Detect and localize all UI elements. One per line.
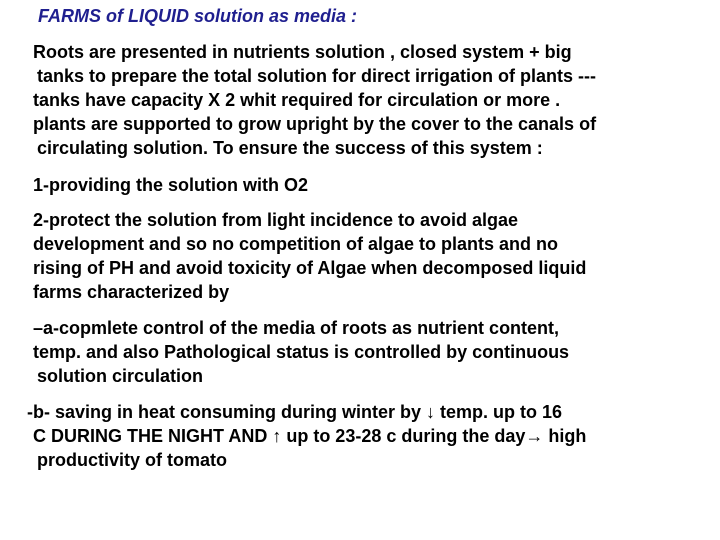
text-line: circulating solution. To ensure the success of this system : [37, 138, 543, 158]
slide-title: FARMS of LIQUID solution as media : [38, 6, 358, 26]
text-line: 2-protect the solution from light incidence to avoid algae [33, 210, 519, 230]
text-line: Roots are presented in nutrients solution , closed system + big [33, 42, 572, 62]
text-line: plants are supported to grow upright by the cover to the canals of [33, 114, 597, 134]
text-line: C DURING THE NIGHT AND ↑ up to 23-28 c during the day→ high [33, 426, 587, 446]
text-line: development and so no competition of algae to plants and no [33, 234, 559, 254]
text-line: productivity of tomato [37, 450, 227, 470]
text-line: tanks to prepare the total solution for direct irrigation of plants --- [37, 66, 597, 86]
text-line: –a-copmlete control of the media of roots as nutrient content, [33, 318, 560, 338]
text-line: rising of PH and avoid toxicity of Algae when decomposed liquid [33, 258, 587, 278]
text-line: farms characterized by [33, 282, 230, 302]
text-line: solution circulation [37, 366, 204, 386]
text-line: -b- saving in heat consuming during winter by ↓ temp. up to 16 [27, 402, 563, 422]
text-line: temp. and also Pathological status is controlled by continuous [33, 342, 570, 362]
text-line: tanks have capacity X 2 whit required for circulation or more . [33, 90, 561, 110]
text-line: 1-providing the solution with O2 [33, 175, 308, 195]
